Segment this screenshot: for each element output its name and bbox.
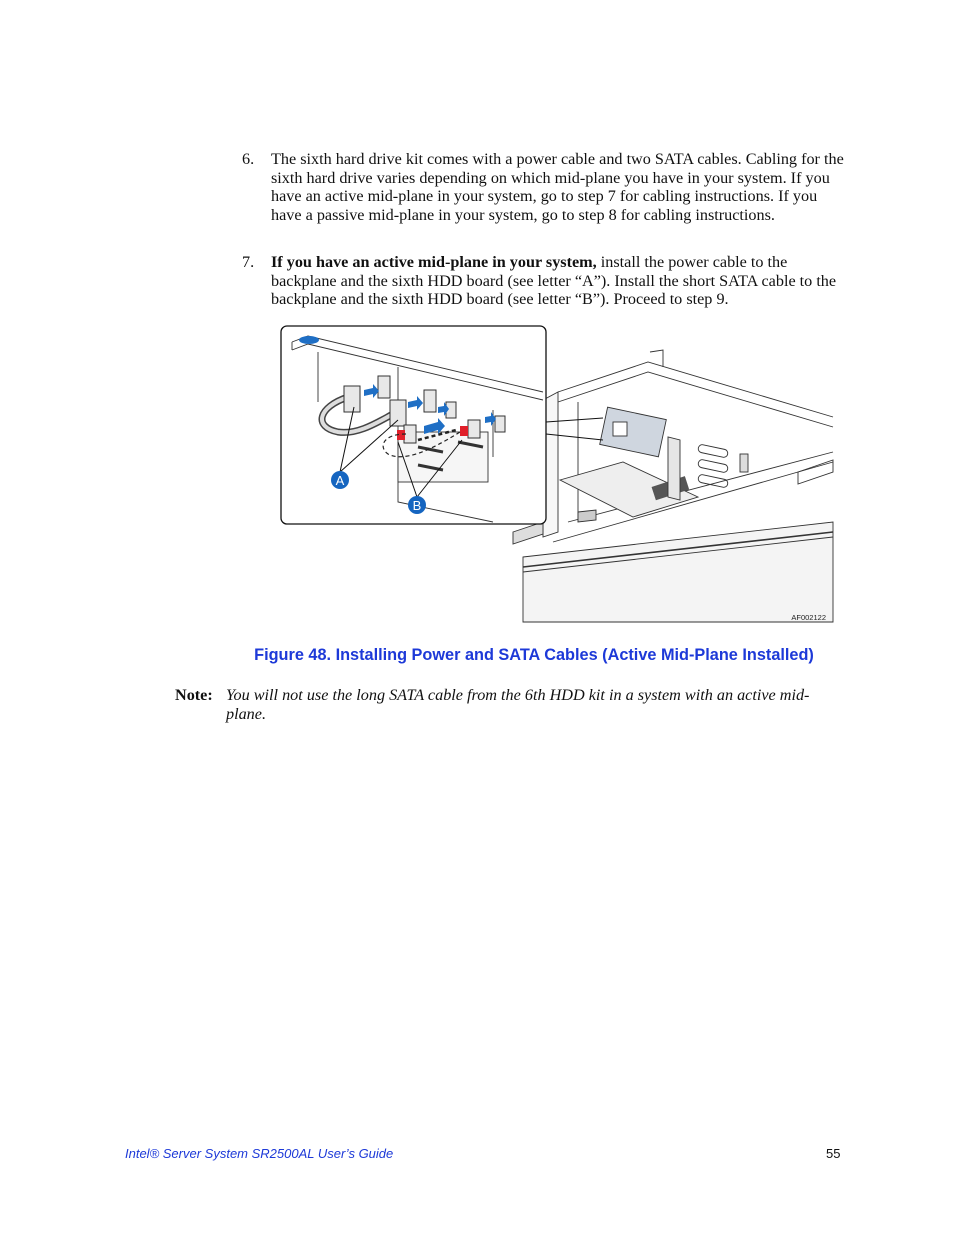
step-bold-lead: If you have an active mid-plane in your system, xyxy=(271,253,597,271)
cable-installation-figure xyxy=(278,322,838,628)
callout-b xyxy=(408,496,426,514)
sata-connector-red xyxy=(460,426,468,436)
step-text: The sixth hard drive kit comes with a power cable and two SATA cables. Cabling for the sixth hard drive varies depending on which mid-plane you have in your system. If you have an active mid-plane in your system, go to step 7 for cabling instructions. If you have a passive mid-plane in your system, go to step 8 for cabling instructions. xyxy=(271,150,844,224)
step-7 xyxy=(242,253,842,311)
step-6 xyxy=(242,150,842,245)
step-number: 7. xyxy=(242,253,255,271)
chassis-illustration xyxy=(513,350,833,622)
step-text xyxy=(271,253,846,309)
callout-a xyxy=(331,471,349,489)
figure-caption: Figure 48. Installing Power and SATA Cables (Active Mid-Plane Installed) xyxy=(254,646,814,664)
callout-b-label: B xyxy=(412,498,422,513)
page-number: 55 xyxy=(826,1146,841,1161)
step-body: install the power cable to the backplane and the sixth HDD board (see letter “A”). Install the short SATA cable to the backplane and the sixth HDD board (see letter “B”). Proceed to step 9. xyxy=(271,253,837,308)
note-text: You will not use the long SATA cable from the 6th HDD kit in a system with an active mid-plane. xyxy=(226,686,810,723)
step-number: 6. xyxy=(242,150,255,168)
callout-a-label: A xyxy=(335,473,345,488)
figure-art-id: AF002122 xyxy=(791,613,826,622)
note-label: Note: xyxy=(175,686,213,704)
footer-title: Intel® Server System SR2500AL User’s Guide xyxy=(125,1146,394,1161)
detail-inset xyxy=(281,326,546,524)
